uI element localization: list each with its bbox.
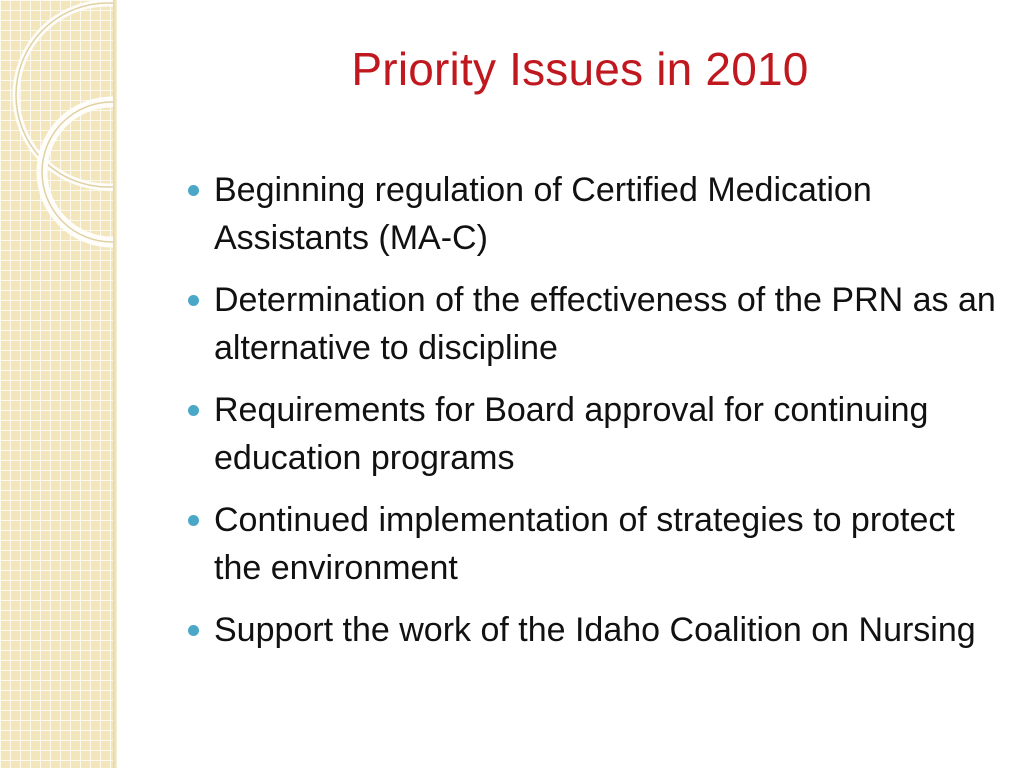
slide-title: Priority Issues in 2010 — [351, 43, 809, 95]
bullet-dot-icon — [188, 515, 199, 526]
bullet-dot-icon — [188, 295, 199, 306]
decorative-rings — [0, 0, 113, 768]
bullet-text: Continued implementation of strategies to protect the environment — [214, 501, 955, 587]
bullet-text: Determination of the effectiveness of the PRN as an alternative to discipline — [214, 281, 996, 367]
bullet-list — [185, 166, 1000, 668]
bullet-item — [185, 606, 1000, 654]
decorative-side-panel — [0, 0, 113, 768]
bullet-text: Beginning regulation of Certified Medication Assistants (MA-C) — [214, 171, 872, 257]
side-panel-edge — [113, 0, 117, 768]
bullet-text: Support the work of the Idaho Coalition on Nursing — [214, 611, 976, 649]
bullet-text: Requirements for Board approval for continuing education programs — [214, 391, 929, 477]
bullet-dot-icon — [188, 185, 199, 196]
bullet-item — [185, 496, 1000, 592]
bullet-item — [185, 276, 1000, 372]
bullet-item — [185, 166, 1000, 262]
bullet-item — [185, 386, 1000, 482]
bullet-dot-icon — [188, 625, 199, 636]
bullet-dot-icon — [188, 405, 199, 416]
